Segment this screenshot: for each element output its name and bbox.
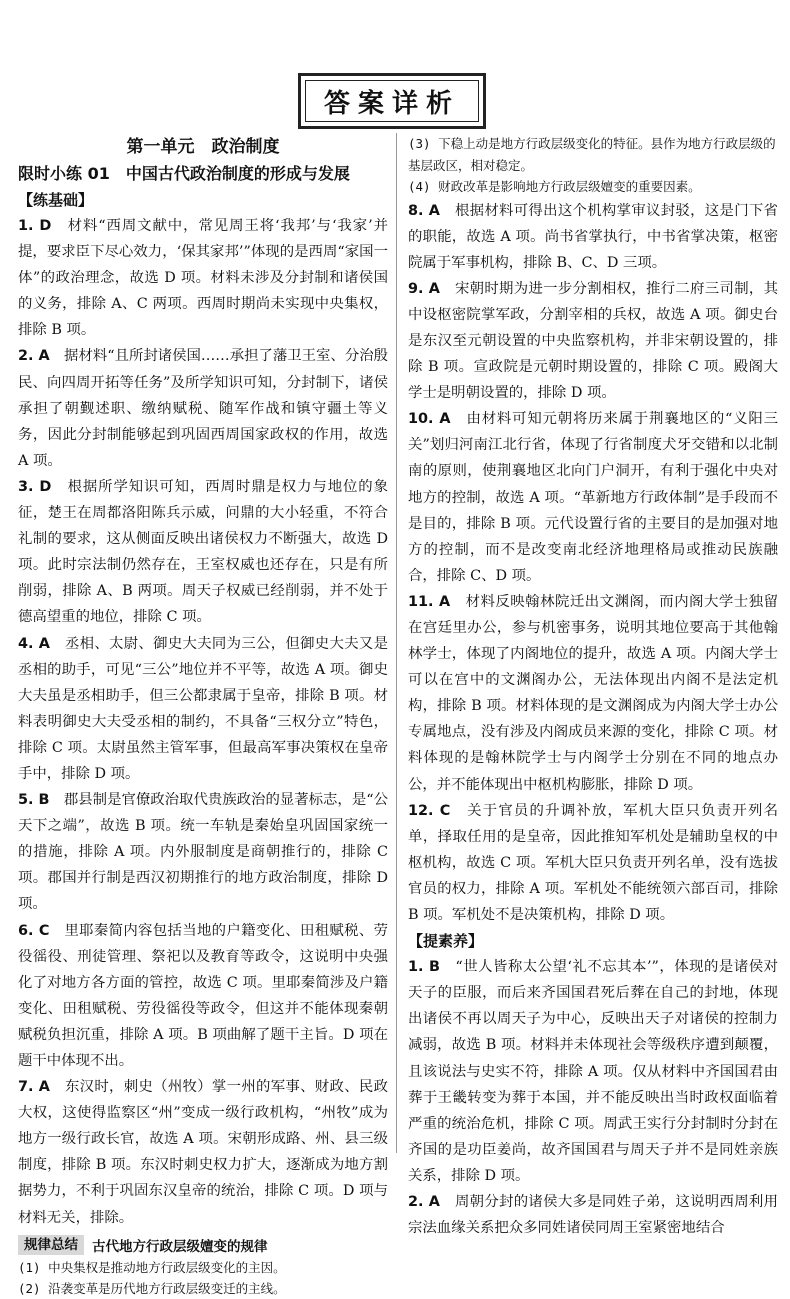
answer-text: 里耶秦简内容包括当地的户籍变化、田租赋税、劳役徭役、刑徒管理、祭祀以及教育等政令，这说明中央强化了对地方各方面的管控，故选 C 项。里耶秦简涉及户籍变化、田租赋税、劳役徭役等政令，但这并不能体现秦朝赋税负担沉重，排除 A 项。B 项曲解了题干主旨。D 项在题干中体现不出。	[18, 922, 388, 1069]
lesson-title: 限时小练 01 中国古代政治制度的形成与发展	[18, 164, 350, 183]
unit-title: 第一单元 政治制度	[126, 137, 280, 157]
left-column	[18, 133, 388, 1299]
summary-note: (3) 下稳上动是地方行政层级变化的特征。县作为地方行政层级的基层政区，相对稳定。	[408, 136, 776, 173]
answer-number: 10. A	[408, 411, 451, 428]
answer-item	[18, 787, 388, 917]
summary-note: (4) 财政改革是影响地方行政层级嬗变的重要因素。	[408, 179, 701, 194]
header-inner-frame	[305, 80, 479, 122]
answer-item	[408, 1189, 778, 1241]
answer-text: 周朝分封的诸侯大多是同姓子弟，这说明西周利用宗法血缘关系把众多同姓诸侯同周王室紧密地结合	[408, 1193, 778, 1237]
page-title: 答案详析	[323, 88, 460, 119]
summary-heading	[18, 1233, 388, 1257]
answer-number: 7. A	[18, 1079, 50, 1096]
answer-item	[408, 589, 778, 798]
answer-number: 12. C	[408, 802, 451, 819]
answer-number: 1. B	[408, 959, 440, 976]
answer-text: 根据材料可得出这个机构掌审议封驳，这是门下省的职能，故选 A 项。尚书省掌执行，中书省掌决策，枢密院属于军事机构，排除 B、C、D 三项。	[408, 202, 778, 271]
answer-number: 2. A	[18, 348, 50, 365]
column-divider	[396, 133, 397, 1153]
answer-text: 材料反映翰林院迁出文渊阁，而内阁大学士独留在宫廷里办公，参与机密事务，说明其地位要高于其他翰林学士，体现了内阁地位的提升，故选 A 项。内阁大学士可以在宫中的文渊阁办公，无法体现出内阁不是法定机构，排除 B 项。材料体现的是文渊阁成为内阁大学士办公专属地点，没有涉及内阁成员来源的变化，排除 C 项。材料体现的是翰林院学士与内阁学士分别在不同的地点办公，并不能体现出中枢机构膨胀，排除 D 项。	[408, 593, 778, 793]
answer-text: 郡县制是官僚政治取代贵族政治的显著标志，是“公天下之端”，故选 B 项。统一车轨是秦始皇巩固国家统一的措施，排除 A 项。内外服制度是商朝推行的，排除 C 项。郡国并行制是西汉初期推行的地方政治制度，排除 D 项。	[18, 792, 388, 913]
answer-text: 宋朝时期为进一步分割相权，推行二府三司制，其中设枢密院掌军政，分割宰相的兵权，故选 A 项。御史台是东汉至元朝设置的中央监察机构，并非宋朝设置的，排除 B 项。宣政院是元朝时期设置的，排除 C 项。殿阁大学士是明朝设置的，排除 D 项。	[408, 280, 778, 402]
answer-number: 6. C	[18, 922, 50, 939]
answer-number: 2. A	[408, 1193, 440, 1210]
answer-number: 9. A	[408, 280, 440, 297]
answer-text: 东汉时，刺史（州牧）掌一州的军事、财政、民政大权，这使得监察区“州”变成一级行政机构，“州牧”成为地方一级行政长官，故选 A 项。宋朝形成路、州、县三级制度，排除 B 项。东汉时刺史权力扩大，逐渐成为地方割据势力，不利于巩固东汉皇帝的统治，排除 C 项。D 项与材料无关，排除。	[18, 1079, 388, 1226]
answer-number: 4. A	[18, 635, 50, 652]
answer-item	[18, 474, 388, 631]
answer-number: 8. A	[408, 202, 440, 219]
answer-number: 3. D	[18, 478, 52, 495]
answer-number: 1. D	[18, 218, 52, 234]
answer-number: 11. A	[408, 593, 451, 610]
answer-item	[18, 213, 388, 343]
answer-item	[18, 631, 388, 788]
answer-item	[408, 276, 778, 406]
right-column	[408, 133, 778, 1241]
answer-item	[18, 918, 388, 1075]
header-box	[298, 73, 486, 129]
answer-item	[408, 954, 778, 1189]
answer-item	[18, 1074, 388, 1231]
answer-text: 关于官员的升调补放，军机大臣只负责开列名单，择取任用的是皇帝，因此推知军机处是辅助皇权的中枢机构，故选 C 项。军机大臣只负责开列名单，没有选拔官员的权力，排除 A 项。军机处不能统领六部百司，排除 B 项。军机处不是决策机构，排除 D 项。	[408, 802, 778, 924]
answer-text: 据材料“且所封诸侯国……承担了藩卫王室、分治殷民、向四周开拓等任务”及所学知识可知，分封制下，诸侯承担了朝觐述职、缴纳赋税、随军作战和镇守疆土等义务，因此分封制能够起到巩固西周国家政权的作用，故选 A 项。	[18, 348, 388, 469]
summary-tag: 规律总结	[18, 1235, 84, 1255]
answer-text: 根据所学知识可知，西周时鼎是权力与地位的象征，楚王在周都洛阳陈兵示威，问鼎的大小轻重，不符合礼制的要求，这从侧面反映出诸侯权力不断强大，故选 D 项。此时宗法制仍然存在，王室权威也还存在，只是有所削弱，排除 A、B 两项。周天子权威已经削弱，并不处于德高望重的地位，排除 C 项。	[18, 478, 388, 626]
answer-text: “世人皆称太公望‘礼不忘其本’”，体现的是诸侯对天子的臣服，而后来齐国国君死后葬在自己的封地，体现出诸侯不再以周天子为中心，反映出天子对诸侯的控制力减弱，故选 B 项。材料并未体现社会等级秩序遭到颠覆，且该说法与史实不符，排除 A 项。仅从材料中齐国国君由葬于王畿转变为葬于本国，并不能反映出当时政权面临着严重的统治危机，排除 C 项。周武王实行分封制时分封在齐国的是功臣姜尚，故齐国国君与周天子并不是同姓亲族关系，排除 D 项。	[408, 959, 778, 1184]
answer-number: 5. B	[18, 792, 50, 809]
summary-note: (2) 沿袭变革是历代地方行政层级变迁的主线。	[18, 1280, 286, 1296]
summary-note: (1) 中央集权是推动地方行政层级变化的主因。	[18, 1259, 286, 1275]
answer-item	[408, 406, 778, 589]
section-basic-heading: 【练基础】	[18, 191, 94, 209]
answer-item	[408, 798, 778, 928]
answer-item	[408, 198, 778, 276]
answer-text: 材料“西周文献中，常见周王将‘我邦’与‘我家’并提，要求臣下尽心效力，‘保其家邦’”体现的是西周“家国一体”的政治理念，故选 D 项。材料未涉及分封制和诸侯国的义务，排除 A、C 两项。西周时期尚未实现中央集权，排除 B 项。	[18, 218, 389, 339]
answer-text: 由材料可知元朝将历来属于荆襄地区的“义阳三关”划归河南江北行省，体现了行省制度犬牙交错和以北制南的原则，使荆襄地区北向门户洞开，有利于强化中央对地方的控制，故选 A 项。“革新地方行政体制”是手段而不是目的，排除 B 项。元代设置行省的主要目的是加强对地方的控制，而不是改变南北经济地理格局或推动民族融合，排除 C、D 项。	[408, 411, 779, 584]
answer-text: 丞相、太尉、御史大夫同为三公，但御史大夫又是丞相的助手，可见“三公”地位并不平等，故选 A 项。御史大夫虽是丞相助手，但三公都隶属于皇帝，排除 B 项。材料表明御史大夫受丞相的制约，不具备“三权分立”特色，排除 C 项。太尉虽然主管军事，但最高军事决策权在皇帝手中，排除 D 项。	[18, 635, 388, 782]
answer-item	[18, 343, 388, 473]
summary-title: 古代地方行政层级嬗变的规律	[92, 1238, 268, 1255]
section-literacy-heading: 【提素养】	[408, 932, 484, 951]
